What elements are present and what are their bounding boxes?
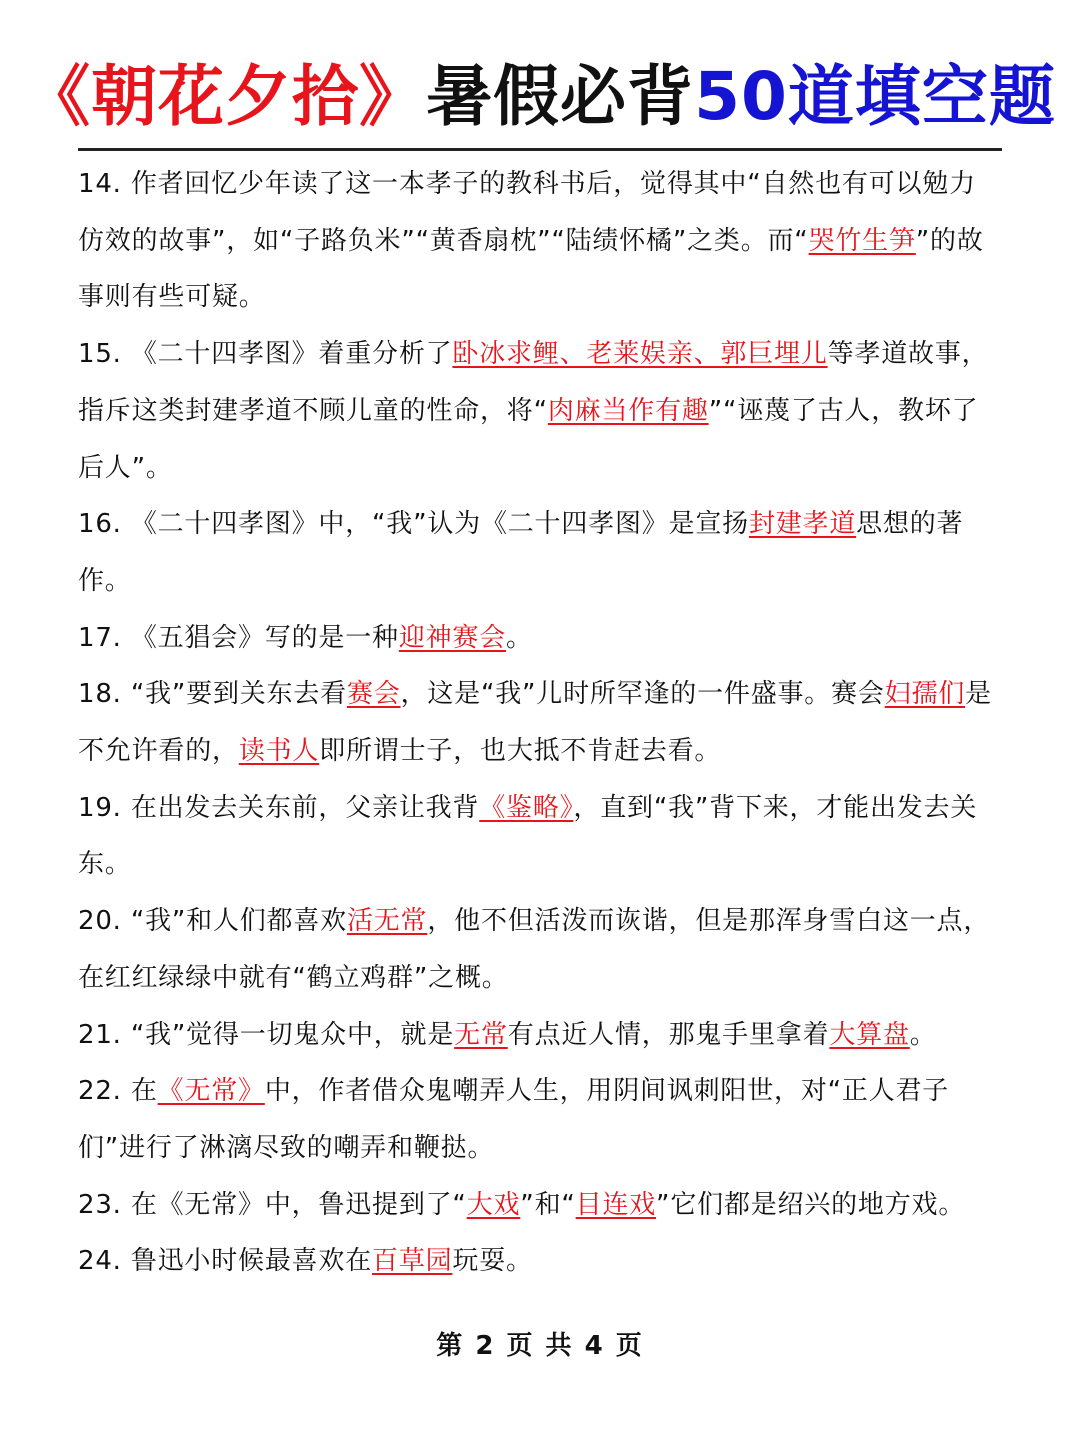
answer-blank: 赛会 [346, 679, 401, 710]
title-divider [78, 148, 1002, 151]
question-text: 玩耍。 [452, 1246, 533, 1277]
answer-blank: 读书人 [238, 736, 320, 767]
question-item [78, 780, 1002, 893]
question-item [78, 666, 1002, 779]
question-text: ，这是“我”儿时所罕逢的一件盛事。赛会 [400, 679, 885, 710]
question-text: 20. “我”和人们都喜欢 [78, 906, 347, 937]
answer-blank: 肉麻当作有趣 [547, 395, 709, 426]
question-text: 24. 鲁迅小时候最喜欢在 [78, 1246, 373, 1277]
question-text: 是不允许看的， [78, 679, 992, 767]
question-list [78, 156, 1002, 1290]
title-book-name: 《朝花夕拾》 [24, 58, 427, 135]
answer-blank: 卧冰求鲤、老莱娱亲、郭巨埋儿 [452, 339, 828, 370]
question-text: ”的故事则有些可疑。 [78, 225, 984, 313]
question-text: 18. “我”要到关东去看 [78, 679, 347, 710]
title-count: 50道填空题 [694, 58, 1056, 135]
question-text: 23. 在《无常》中，鲁迅提到了“ [78, 1189, 467, 1220]
answer-blank: 《无常》 [157, 1076, 265, 1107]
answer-blank: 大算盘 [829, 1019, 910, 1050]
question-text: ”和“ [520, 1189, 576, 1220]
question-item [78, 1177, 1002, 1234]
answer-blank: 妇孺们 [884, 679, 966, 710]
answer-blank: 哭竹生笋 [808, 225, 916, 256]
question-text: 17. 《五猖会》写的是一种 [78, 622, 399, 653]
question-text: 19. 在出发去关东前，父亲让我背 [78, 792, 480, 823]
answer-blank: 活无常 [346, 906, 428, 937]
question-text: 15. 《二十四孝图》着重分析了 [78, 339, 453, 370]
answer-blank: 迎神赛会 [398, 622, 507, 653]
page-number: 第 2 页 共 4 页 [436, 1331, 644, 1361]
question-text: 22. 在 [78, 1076, 158, 1107]
question-text: ，直到“我”背下来，才能出发去关东。 [78, 792, 978, 880]
question-item [78, 496, 1002, 609]
question-text: 21. “我”觉得一切鬼众中，就是 [78, 1019, 455, 1050]
answer-blank: 目连戏 [575, 1189, 657, 1220]
question-item [78, 1007, 1002, 1064]
answer-blank: 封建孝道 [748, 509, 857, 540]
answer-blank: 无常 [454, 1019, 508, 1050]
question-text: ，他不但活泼而诙谐，但是那浑身雪白这一点，在红红绿绿中就有“鹤立鸡群”之概。 [78, 906, 991, 993]
question-text: ”“诬蔑了古人，教坏了后人”。 [78, 395, 979, 483]
question-text: 思想的著作。 [78, 509, 964, 596]
question-item [78, 893, 1002, 1006]
question-item [78, 610, 1002, 667]
page-title [0, 52, 1080, 142]
question-text: 16. 《二十四孝图》中，“我”认为《二十四孝图》是宣扬 [78, 509, 749, 540]
question-text: 。 [909, 1019, 937, 1050]
question-item [78, 326, 1002, 496]
question-text: 14. 作者回忆少年读了这一本孝子的教科书后，觉得其中“自然也有可以勉力仿效的故事”，如“子路负米”“黄香扇枕”“陆绩怀橘”之类。而“ [78, 169, 976, 256]
question-text: 即所谓士子，也大抵不肯赶去看。 [319, 736, 722, 767]
question-text: ”它们都是绍兴的地方戏。 [656, 1189, 966, 1220]
answer-blank: 大戏 [466, 1189, 521, 1220]
answer-blank: 百草园 [372, 1246, 453, 1277]
question-text: 。 [506, 622, 533, 653]
question-text: 中，作者借众鬼嘲弄人生，用阴间讽刺阳世，对“正人君子们”进行了淋漓尽致的嘲弄和鞭挞。 [78, 1076, 950, 1163]
question-item [78, 1233, 1002, 1290]
question-item [78, 1063, 1002, 1176]
question-text: 有点近人情，那鬼手里拿着 [507, 1019, 830, 1050]
answer-blank: 《鉴略》 [479, 792, 574, 823]
title-subject: 暑假必背 [426, 58, 695, 135]
question-item [78, 156, 1002, 326]
question-text: 等孝道故事，指斥这类封建孝道不顾儿童的性命，将“ [78, 339, 989, 426]
